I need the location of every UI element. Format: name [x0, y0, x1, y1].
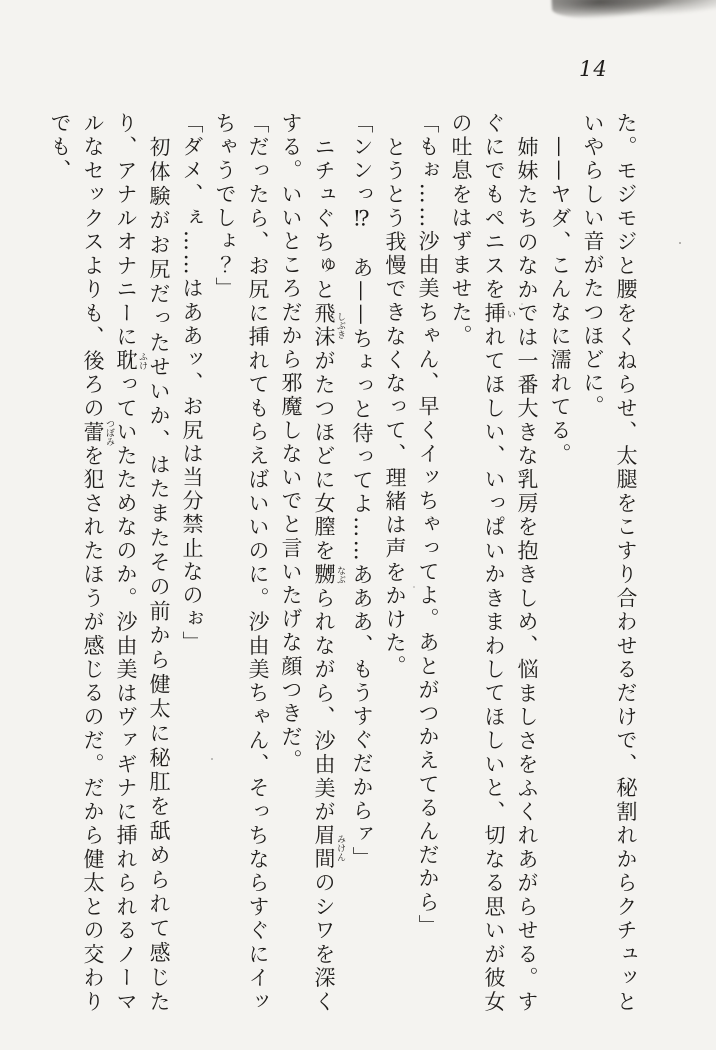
furigana: なぶ — [335, 563, 345, 587]
ruby-annotated-word: 耽 ふけ — [114, 349, 147, 374]
ruby-annotated-word: 蕾 つぼみ — [81, 418, 114, 446]
furigana: い — [505, 301, 515, 326]
paragraph: 「もぉ……沙由美ちゃん、早くイッちゃってよ。あとがつかえてるんだから」 — [416, 112, 440, 938]
ruby-annotated-word: 眉間 みけん — [312, 824, 345, 872]
furigana: ふけ — [137, 349, 147, 374]
page-text — [43, 112, 642, 1014]
page-number: 14 — [579, 57, 608, 81]
ruby-annotated-word: 飛沫 しぶき — [312, 302, 345, 350]
paragraph: ニチュぐちゅと飛沫 しぶきがたつほどに女膣を嬲 なぶられながら、沙由美が眉間 みけんのシワを深くする。いいところだから邪魔しないでと言いたげな顔つきだ。 — [279, 112, 345, 1014]
paragraph: た。モジモジと腰をくねらせ、太腿をこすり合わせるだけで、秘割れからクチュッといやらしい音がたつほどに。 — [581, 112, 638, 1014]
scan-smudge-artifact — [552, 0, 716, 24]
furigana: つぼみ — [104, 418, 114, 446]
paragraph: 初体験がお尻だったせいか、はたまたその前から健太に秘肛を舐められて感じたり、アナルオナニーに耽 ふけっていたためなのか。沙由美はヴァギナに挿れられるノーマルなセックスよりも、後ろの蕾 つぼみを犯されたほうが感じるのだ。だから健太との交わりでも、 — [48, 112, 171, 1015]
paragraph: 「ンンっ⁉ あ——ちょっと待ってよ……あああ、もうすぐだからァ」 — [350, 112, 374, 871]
furigana: しぶき — [335, 302, 345, 350]
paragraph: 姉妹たちのなかでは一番大きな乳房を抱きしめ、悩ましさをふくれあがらせる。すぐにでもペニスを挿 いれてほしい、いっぱいかきまわしてほしいと、切なる思いが彼女の吐息をはずませた。 — [449, 112, 539, 1014]
paper-specks — [679, 242, 681, 244]
ruby-annotated-word: 嬲 なぶ — [312, 563, 345, 587]
paragraph: 「だったら、お尻に挿れてもらえばいいのに。沙由美ちゃん、そっちならすぐにイッちゃうでしょ？」 — [213, 112, 270, 1014]
furigana: みけん — [335, 824, 345, 872]
paragraph: ——ヤダ、こんなに濡れてる。 — [548, 136, 572, 467]
paragraph: 「ダメ、ぇ……はああッ、お尻は当分禁止なのぉ」 — [180, 112, 204, 655]
paragraph: とうとう我慢できなくなって、理緒は声をかけた。 — [383, 136, 407, 679]
ruby-annotated-word: 挿 い — [482, 301, 515, 326]
